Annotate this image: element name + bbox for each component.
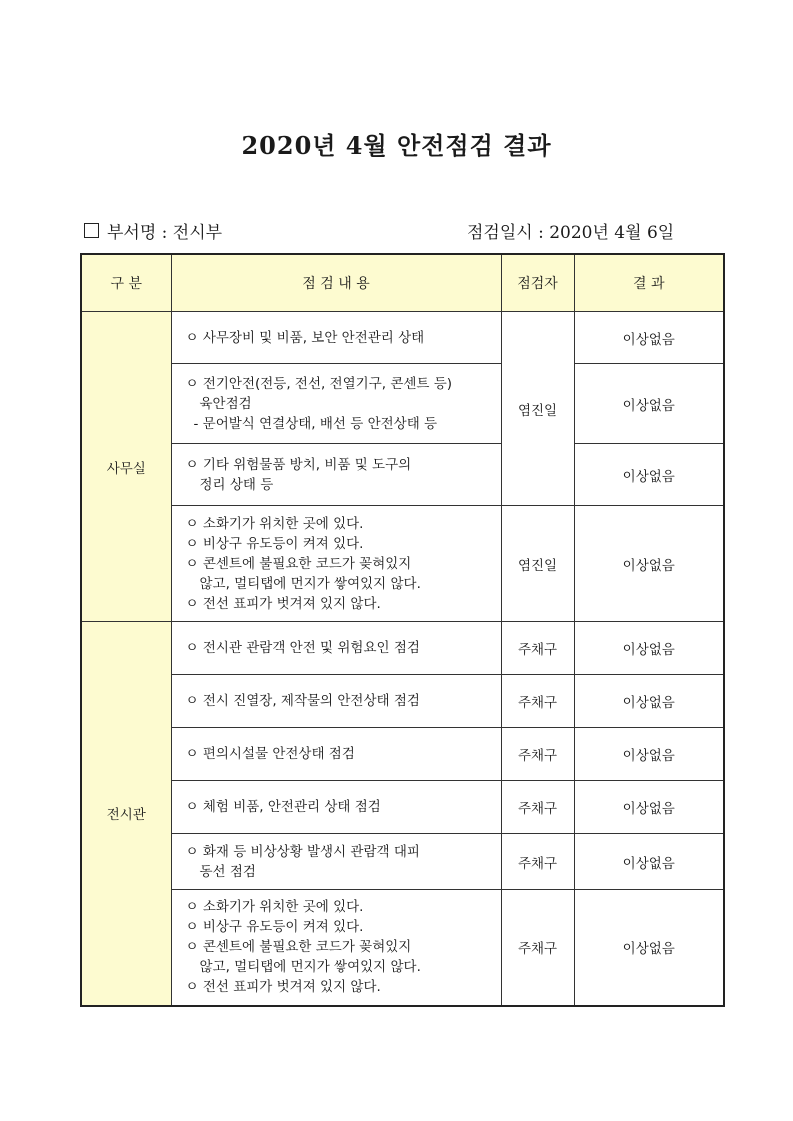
content-line: ㅇ 비상구 유도등이 켜져 있다.	[185, 919, 364, 936]
table-row	[81, 728, 724, 781]
table-row	[81, 890, 724, 1006]
result-cell: 이상없음	[574, 312, 724, 364]
result-cell: 이상없음	[574, 506, 724, 622]
category-exhibition: 전시관	[81, 622, 171, 1006]
inspector-cell: 염진일	[501, 506, 574, 622]
result-cell: 이상없음	[574, 675, 724, 728]
content-line: ㅇ 전기안전(전등, 전선, 전열기구, 콘센트 등)	[185, 375, 453, 392]
content-cell	[171, 506, 501, 622]
content-line: 동선 점검	[199, 863, 256, 880]
checkbox-icon	[84, 223, 99, 238]
content-line: ㅇ 전선 표피가 벗겨져 있지 않다.	[185, 979, 381, 996]
header-result: 결 과	[574, 254, 724, 312]
header-content: 점 검 내 용	[171, 254, 501, 312]
content-line: 않고, 멀티탭에 먼지가 쌓여있지 않다.	[199, 959, 421, 976]
inspection-table-wrapper	[80, 253, 723, 1007]
content-cell	[171, 728, 501, 781]
result-cell: 이상없음	[574, 728, 724, 781]
inspector-cell: 주채구	[501, 675, 574, 728]
table-header-row	[81, 254, 724, 312]
content-cell	[171, 312, 501, 364]
department-line	[84, 218, 222, 243]
table-row	[81, 834, 724, 890]
content-line: 않고, 멀티탭에 먼지가 쌓여있지 않다.	[199, 575, 421, 592]
result-cell: 이상없음	[574, 890, 724, 1006]
content-line: ㅇ 전시관 관람객 안전 및 위험요인 점검	[185, 640, 420, 656]
content-line: ㅇ 비상구 유도등이 켜져 있다.	[185, 535, 364, 552]
inspector-cell: 염진일	[501, 312, 574, 506]
header-inspector: 점검자	[501, 254, 574, 312]
result-cell: 이상없음	[574, 444, 724, 506]
content-line: ㅇ 편의시설물 안전상태 점검	[185, 746, 355, 762]
inspector-cell: 주채구	[501, 834, 574, 890]
header-category: 구 분	[81, 254, 171, 312]
content-line: - 문어발식 연결상태, 배선 등 안전상태 등	[193, 415, 438, 432]
content-line: ㅇ 체험 비품, 안전관리 상태 점검	[185, 799, 381, 815]
content-line: ㅇ 사무장비 및 비품, 보안 안전관리 상태	[185, 329, 425, 346]
content-cell	[171, 444, 501, 506]
content-line: ㅇ 콘센트에 불필요한 코드가 꽂혀있지	[185, 939, 412, 956]
table-row	[81, 622, 724, 675]
table-row	[81, 364, 724, 444]
category-office: 사무실	[81, 312, 171, 622]
content-line: 정리 상태 등	[199, 476, 274, 493]
department-label: 부서명 : 전시부	[107, 223, 223, 243]
table-row	[81, 444, 724, 506]
content-line: ㅇ 기타 위험물품 방치, 비품 및 도구의	[185, 456, 412, 473]
content-line: ㅇ 소화기가 위치한 곳에 있다.	[185, 899, 364, 916]
content-line: ㅇ 화재 등 비상상황 발생시 관람객 대피	[185, 843, 420, 860]
table-row	[81, 675, 724, 728]
content-line: ㅇ 전선 표피가 벗겨져 있지 않다.	[185, 595, 381, 612]
result-cell: 이상없음	[574, 364, 724, 444]
table-row	[81, 781, 724, 834]
content-cell	[171, 781, 501, 834]
inspector-cell: 주채구	[501, 622, 574, 675]
content-line: ㅇ 콘센트에 불필요한 코드가 꽂혀있지	[185, 555, 412, 572]
inspection-table	[80, 253, 725, 1007]
inspector-cell: 주채구	[501, 781, 574, 834]
result-cell: 이상없음	[574, 622, 724, 675]
table-row	[81, 506, 724, 622]
content-cell	[171, 364, 501, 444]
page-title: 2020년 4월 안전점검 결과	[241, 131, 552, 160]
result-cell: 이상없음	[574, 781, 724, 834]
table-row	[81, 312, 724, 364]
content-cell	[171, 890, 501, 1006]
content-cell	[171, 834, 501, 890]
result-cell: 이상없음	[574, 834, 724, 890]
inspection-date: 점검일시 : 2020년 4월 6일	[467, 223, 675, 243]
inspector-cell: 주채구	[501, 890, 574, 1006]
content-line: ㅇ 전시 진열장, 제작물의 안전상태 점검	[185, 693, 420, 709]
content-cell	[171, 622, 501, 675]
content-cell	[171, 675, 501, 728]
inspector-cell: 주채구	[501, 728, 574, 781]
content-line: 육안점검	[199, 395, 252, 412]
content-line: ㅇ 소화기가 위치한 곳에 있다.	[185, 515, 364, 532]
